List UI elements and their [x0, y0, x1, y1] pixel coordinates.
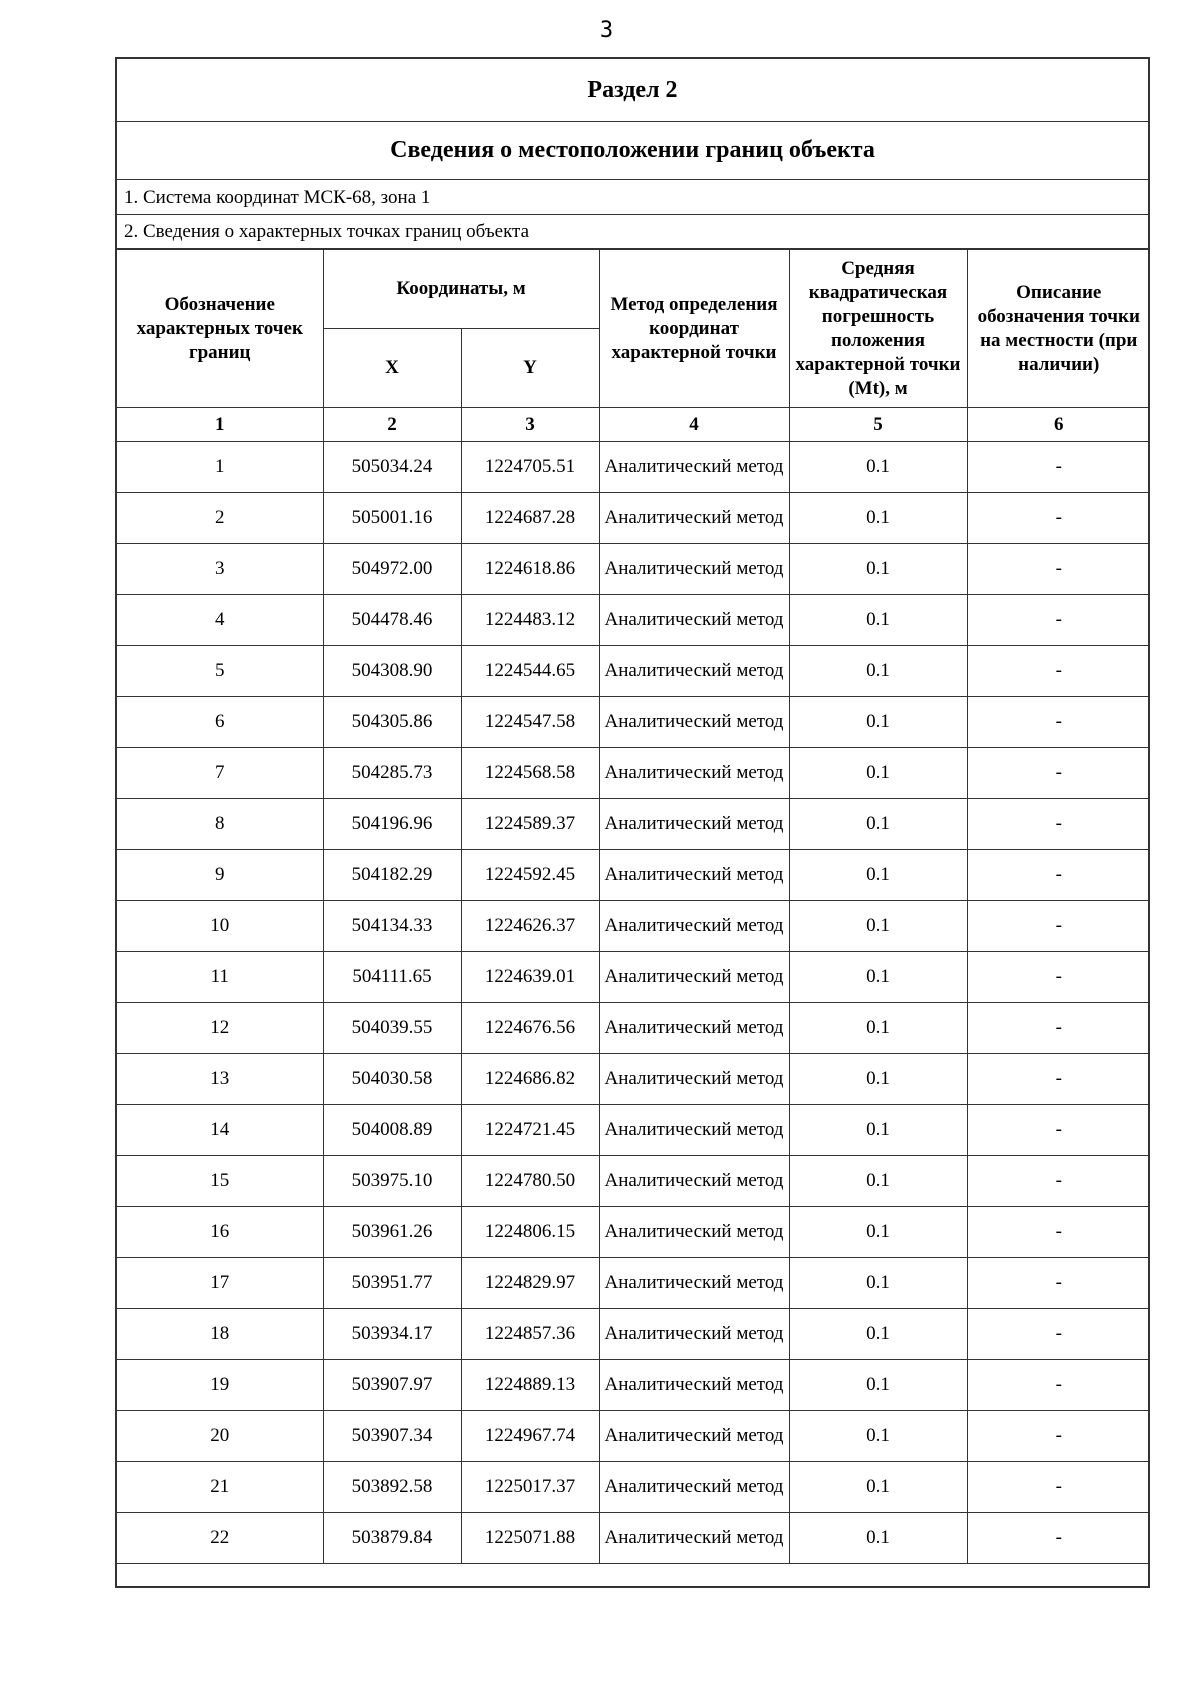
description-cell: - [967, 595, 1150, 646]
x-coordinate-cell: 503951.77 [323, 1258, 461, 1309]
method-cell: Аналитический метод [599, 493, 789, 544]
header-coordinates: Координаты, м [323, 250, 599, 329]
x-coordinate-cell: 503907.97 [323, 1360, 461, 1411]
accuracy-cell: 0.1 [789, 1105, 967, 1156]
y-coordinate-cell: 1224829.97 [461, 1258, 599, 1309]
points-header-line: 2. Сведения о характерных точках границ объекта [117, 215, 1148, 249]
table-row [117, 799, 1150, 850]
points-table-body [117, 442, 1150, 1564]
section-subtitle: Сведения о местоположении границ объекта [117, 122, 1148, 180]
method-cell: Аналитический метод [599, 697, 789, 748]
x-coordinate-cell: 503934.17 [323, 1309, 461, 1360]
point-number-cell: 6 [117, 697, 323, 748]
header-description: Описание обозначения точки на местности (при наличии) [967, 250, 1150, 408]
point-number-cell: 4 [117, 595, 323, 646]
y-coordinate-cell: 1225017.37 [461, 1462, 599, 1513]
column-number: 1 [117, 408, 323, 442]
table-row [117, 952, 1150, 1003]
description-cell: - [967, 697, 1150, 748]
table-row [117, 901, 1150, 952]
table-row [117, 442, 1150, 493]
x-coordinate-cell: 504008.89 [323, 1105, 461, 1156]
accuracy-cell: 0.1 [789, 1411, 967, 1462]
column-number: 3 [461, 408, 599, 442]
method-cell: Аналитический метод [599, 850, 789, 901]
x-coordinate-cell: 503907.34 [323, 1411, 461, 1462]
y-coordinate-cell: 1224721.45 [461, 1105, 599, 1156]
y-coordinate-cell: 1224568.58 [461, 748, 599, 799]
method-cell: Аналитический метод [599, 748, 789, 799]
point-number-cell: 8 [117, 799, 323, 850]
column-number: 4 [599, 408, 789, 442]
point-number-cell: 18 [117, 1309, 323, 1360]
x-coordinate-cell: 504196.96 [323, 799, 461, 850]
table-row [117, 697, 1150, 748]
table-row [117, 1105, 1150, 1156]
table-row [117, 1207, 1150, 1258]
method-cell: Аналитический метод [599, 1207, 789, 1258]
table-row [117, 544, 1150, 595]
method-cell: Аналитический метод [599, 799, 789, 850]
description-cell: - [967, 442, 1150, 493]
y-coordinate-cell: 1224483.12 [461, 595, 599, 646]
table-row [117, 1462, 1150, 1513]
table-row [117, 850, 1150, 901]
section-title: Раздел 2 [117, 59, 1148, 122]
point-number-cell: 13 [117, 1054, 323, 1105]
description-cell: - [967, 952, 1150, 1003]
description-cell: - [967, 1462, 1150, 1513]
y-coordinate-cell: 1225071.88 [461, 1513, 599, 1564]
point-number-cell: 7 [117, 748, 323, 799]
header-x: X [323, 329, 461, 408]
description-cell: - [967, 850, 1150, 901]
point-number-cell: 20 [117, 1411, 323, 1462]
description-cell: - [967, 1258, 1150, 1309]
accuracy-cell: 0.1 [789, 1207, 967, 1258]
x-coordinate-cell: 504308.90 [323, 646, 461, 697]
column-number-row [117, 408, 1150, 442]
y-coordinate-cell: 1224544.65 [461, 646, 599, 697]
table-row [117, 646, 1150, 697]
method-cell: Аналитический метод [599, 646, 789, 697]
accuracy-cell: 0.1 [789, 952, 967, 1003]
method-cell: Аналитический метод [599, 442, 789, 493]
description-cell: - [967, 1156, 1150, 1207]
description-cell: - [967, 1411, 1150, 1462]
description-cell: - [967, 1513, 1150, 1564]
description-cell: - [967, 493, 1150, 544]
method-cell: Аналитический метод [599, 1054, 789, 1105]
page-number: 3 [599, 18, 614, 43]
column-number: 5 [789, 408, 967, 442]
table-footer-strip [117, 1564, 1148, 1586]
x-coordinate-cell: 504478.46 [323, 595, 461, 646]
accuracy-cell: 0.1 [789, 1258, 967, 1309]
x-coordinate-cell: 503961.26 [323, 1207, 461, 1258]
x-coordinate-cell: 504182.29 [323, 850, 461, 901]
accuracy-cell: 0.1 [789, 697, 967, 748]
method-cell: Аналитический метод [599, 1105, 789, 1156]
table-row [117, 1411, 1150, 1462]
method-cell: Аналитический метод [599, 1411, 789, 1462]
y-coordinate-cell: 1224780.50 [461, 1156, 599, 1207]
method-cell: Аналитический метод [599, 952, 789, 1003]
table-row [117, 1258, 1150, 1309]
method-cell: Аналитический метод [599, 595, 789, 646]
x-coordinate-cell: 503879.84 [323, 1513, 461, 1564]
y-coordinate-cell: 1224686.82 [461, 1054, 599, 1105]
description-cell: - [967, 748, 1150, 799]
accuracy-cell: 0.1 [789, 1309, 967, 1360]
description-cell: - [967, 1309, 1150, 1360]
y-coordinate-cell: 1224687.28 [461, 493, 599, 544]
x-coordinate-cell: 505001.16 [323, 493, 461, 544]
x-coordinate-cell: 504972.00 [323, 544, 461, 595]
table-row [117, 1513, 1150, 1564]
point-number-cell: 16 [117, 1207, 323, 1258]
table-row [117, 1003, 1150, 1054]
y-coordinate-cell: 1224589.37 [461, 799, 599, 850]
accuracy-cell: 0.1 [789, 850, 967, 901]
x-coordinate-cell: 504305.86 [323, 697, 461, 748]
method-cell: Аналитический метод [599, 1360, 789, 1411]
method-cell: Аналитический метод [599, 1003, 789, 1054]
accuracy-cell: 0.1 [789, 1054, 967, 1105]
y-coordinate-cell: 1224676.56 [461, 1003, 599, 1054]
point-number-cell: 11 [117, 952, 323, 1003]
description-cell: - [967, 544, 1150, 595]
x-coordinate-cell: 505034.24 [323, 442, 461, 493]
point-number-cell: 17 [117, 1258, 323, 1309]
method-cell: Аналитический метод [599, 1156, 789, 1207]
table-row [117, 1360, 1150, 1411]
description-cell: - [967, 1105, 1150, 1156]
accuracy-cell: 0.1 [789, 1513, 967, 1564]
accuracy-cell: 0.1 [789, 646, 967, 697]
points-table [117, 249, 1150, 1564]
description-cell: - [967, 1003, 1150, 1054]
point-number-cell: 15 [117, 1156, 323, 1207]
header-designation: Обозначение характерных точек границ [117, 250, 323, 408]
method-cell: Аналитический метод [599, 1309, 789, 1360]
description-cell: - [967, 646, 1150, 697]
y-coordinate-cell: 1224618.86 [461, 544, 599, 595]
description-cell: - [967, 1054, 1150, 1105]
description-cell: - [967, 1360, 1150, 1411]
accuracy-cell: 0.1 [789, 1360, 967, 1411]
table-row [117, 493, 1150, 544]
accuracy-cell: 0.1 [789, 493, 967, 544]
method-cell: Аналитический метод [599, 1258, 789, 1309]
y-coordinate-cell: 1224639.01 [461, 952, 599, 1003]
y-coordinate-cell: 1224857.36 [461, 1309, 599, 1360]
accuracy-cell: 0.1 [789, 1003, 967, 1054]
header-accuracy: Средняя квадратическая погрешность положения характерной точки (Mt), м [789, 250, 967, 408]
point-number-cell: 5 [117, 646, 323, 697]
accuracy-cell: 0.1 [789, 748, 967, 799]
y-coordinate-cell: 1224806.15 [461, 1207, 599, 1258]
point-number-cell: 22 [117, 1513, 323, 1564]
method-cell: Аналитический метод [599, 1513, 789, 1564]
point-number-cell: 12 [117, 1003, 323, 1054]
table-row [117, 595, 1150, 646]
section-frame [115, 57, 1150, 1588]
column-number: 6 [967, 408, 1150, 442]
method-cell: Аналитический метод [599, 901, 789, 952]
point-number-cell: 21 [117, 1462, 323, 1513]
table-row [117, 1156, 1150, 1207]
column-number: 2 [323, 408, 461, 442]
method-cell: Аналитический метод [599, 1462, 789, 1513]
table-row [117, 1309, 1150, 1360]
x-coordinate-cell: 503892.58 [323, 1462, 461, 1513]
x-coordinate-cell: 504030.58 [323, 1054, 461, 1105]
point-number-cell: 2 [117, 493, 323, 544]
x-coordinate-cell: 504134.33 [323, 901, 461, 952]
y-coordinate-cell: 1224626.37 [461, 901, 599, 952]
description-cell: - [967, 799, 1150, 850]
table-row [117, 1054, 1150, 1105]
description-cell: - [967, 1207, 1150, 1258]
accuracy-cell: 0.1 [789, 1156, 967, 1207]
description-cell: - [967, 901, 1150, 952]
y-coordinate-cell: 1224592.45 [461, 850, 599, 901]
point-number-cell: 10 [117, 901, 323, 952]
accuracy-cell: 0.1 [789, 901, 967, 952]
y-coordinate-cell: 1224705.51 [461, 442, 599, 493]
accuracy-cell: 0.1 [789, 595, 967, 646]
method-cell: Аналитический метод [599, 544, 789, 595]
header-y: Y [461, 329, 599, 408]
x-coordinate-cell: 504111.65 [323, 952, 461, 1003]
accuracy-cell: 0.1 [789, 1462, 967, 1513]
header-method: Метод определения координат характерной точки [599, 250, 789, 408]
point-number-cell: 14 [117, 1105, 323, 1156]
y-coordinate-cell: 1224547.58 [461, 697, 599, 748]
y-coordinate-cell: 1224967.74 [461, 1411, 599, 1462]
coordinate-system-line: 1. Система координат МСК-68, зона 1 [117, 180, 1148, 215]
table-row [117, 748, 1150, 799]
point-number-cell: 1 [117, 442, 323, 493]
point-number-cell: 9 [117, 850, 323, 901]
accuracy-cell: 0.1 [789, 799, 967, 850]
y-coordinate-cell: 1224889.13 [461, 1360, 599, 1411]
x-coordinate-cell: 504039.55 [323, 1003, 461, 1054]
x-coordinate-cell: 504285.73 [323, 748, 461, 799]
accuracy-cell: 0.1 [789, 544, 967, 595]
point-number-cell: 3 [117, 544, 323, 595]
accuracy-cell: 0.1 [789, 442, 967, 493]
x-coordinate-cell: 503975.10 [323, 1156, 461, 1207]
point-number-cell: 19 [117, 1360, 323, 1411]
